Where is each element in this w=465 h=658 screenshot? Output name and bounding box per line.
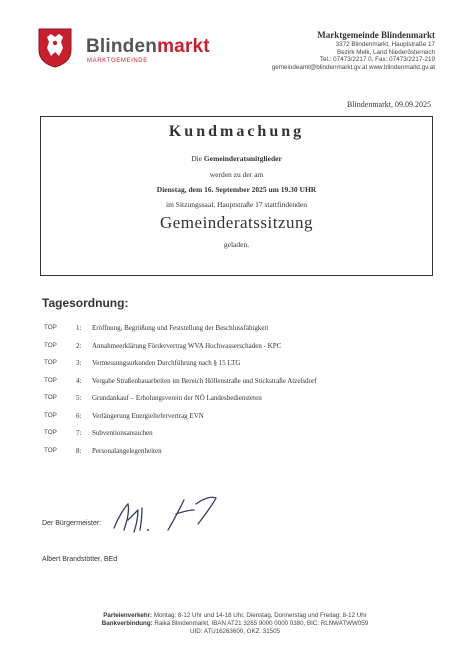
notice-location: im Sitzungssaal, Hauptstraße 17 stattfindenden <box>165 200 307 209</box>
footer-office-hours <box>40 612 430 620</box>
notice-recipients-bold: Gemeinderatsmitglieder <box>203 154 282 163</box>
agenda-label: TOP <box>44 394 57 401</box>
agenda-label: TOP <box>44 429 57 436</box>
place-date: Blindenmarkt, 09.09.2025 <box>347 100 431 109</box>
agenda-item-8 <box>44 447 444 465</box>
notice-date-time: Dienstag, dem 16. September 2025 um 19.30 UHR <box>156 185 317 194</box>
agenda-label: TOP <box>44 376 57 384</box>
agenda-item-4 <box>44 377 444 395</box>
agenda-item-5 <box>44 394 444 412</box>
agenda-label: TOP <box>44 324 57 331</box>
footer-hours-text: Montag: 8-12 Uhr und 14-18 Uhr, Dienstag, Donnerstag und Freitag: 8-12 Uhr <box>152 612 367 619</box>
footer-bank-label: Bankverbindung: <box>101 620 153 627</box>
logo-wordmark-part1: Blinden <box>86 36 158 57</box>
notice-invite-line: werden zu der am <box>209 170 264 179</box>
notice-title: Kundmachung <box>168 123 305 140</box>
agenda-number: 7: <box>76 429 82 437</box>
org-email-web: gemeindeamt@blindenmarkt.gv.at www.blindenmarkt.gv.at <box>271 63 435 71</box>
agenda-list <box>44 324 444 464</box>
agenda-item-6 <box>44 412 444 430</box>
notice-closing: geladen. <box>223 240 250 249</box>
notice-recipients-prefix: Die <box>191 154 204 163</box>
notice-recipients <box>41 154 432 163</box>
agenda-text: Annahmeerklärung Fördervertrag WVA Hochwasserschaden - KPC <box>92 341 282 350</box>
org-phone-fax: Tel.: 07473/2217 0, Fax: 07473/2217-219 <box>319 56 435 64</box>
agenda-heading: Tagesordnung: <box>42 296 129 310</box>
agenda-number: 8: <box>76 446 82 455</box>
footer-bank-text: Raika Blindenmarkt, IBAN AT21 3265 9000 0000 0380, BIC: RLNWATWW059 <box>152 620 369 627</box>
agenda-item-3 <box>44 359 444 377</box>
agenda-item-1 <box>44 324 444 342</box>
footer-ids: UID: ATU16263600, GKZ: 31505 <box>190 628 280 635</box>
agenda-number: 3: <box>76 359 82 367</box>
agenda-number: 4: <box>76 376 82 385</box>
notice-event-title: Gemeinderatssitzung <box>159 213 313 232</box>
agenda-text: Eröffnung, Begrüßung und Feststellung der Beschlussfähigkeit <box>92 324 269 332</box>
municipality-logo <box>38 28 228 72</box>
agenda-number: 5: <box>76 394 82 402</box>
agenda-label: TOP <box>44 411 57 419</box>
agenda-item-2 <box>44 342 444 360</box>
agenda-text: Vergabe Straßenbauarbeiten im Bereich Höllenstraße und Stickstraße Atzelsdorf <box>92 376 317 385</box>
mayor-label: Der Bürgermeister: <box>42 520 102 527</box>
coat-of-arms-icon <box>38 28 72 68</box>
mayor-name: Albert Brandstötter, BEd <box>42 556 118 563</box>
agenda-number: 6: <box>76 411 82 420</box>
agenda-label: TOP <box>44 359 57 366</box>
agenda-text: Personalangelegenheiten <box>92 446 162 455</box>
logo-wordmark <box>86 36 210 58</box>
notice-box <box>40 116 433 276</box>
org-address: 3372 Blindenmarkt, Hauptstraße 17 <box>335 41 435 48</box>
agenda-text: Vermessungsurkunden Durchführung nach § 15 LTG <box>92 359 241 367</box>
handwritten-signature <box>108 490 228 540</box>
footer-hours-label: Parteienverkehr: <box>103 612 153 619</box>
agenda-text: Grundankauf – Erholungsverein der NÖ Landesbediensteten <box>92 394 262 402</box>
agenda-text: Subventionsansuchen <box>92 429 153 437</box>
org-district: Bezirk Melk, Land Niederösterreich <box>337 48 435 56</box>
agenda-text: Verlängerung Energieliefervertrag EVN <box>92 411 204 420</box>
agenda-item-7 <box>44 429 444 447</box>
logo-wordmark-part2: markt <box>157 36 210 57</box>
agenda-number: 2: <box>76 341 82 350</box>
footer-bank <box>40 620 430 628</box>
logo-subtitle: MARKTGEMEINDE <box>87 58 148 64</box>
agenda-label: TOP <box>44 446 57 454</box>
footer <box>40 612 430 636</box>
org-name: Marktgemeinde Blindenmarkt <box>317 30 435 40</box>
contact-block <box>225 30 435 71</box>
agenda-number: 1: <box>76 324 82 332</box>
agenda-label: TOP <box>44 341 57 349</box>
